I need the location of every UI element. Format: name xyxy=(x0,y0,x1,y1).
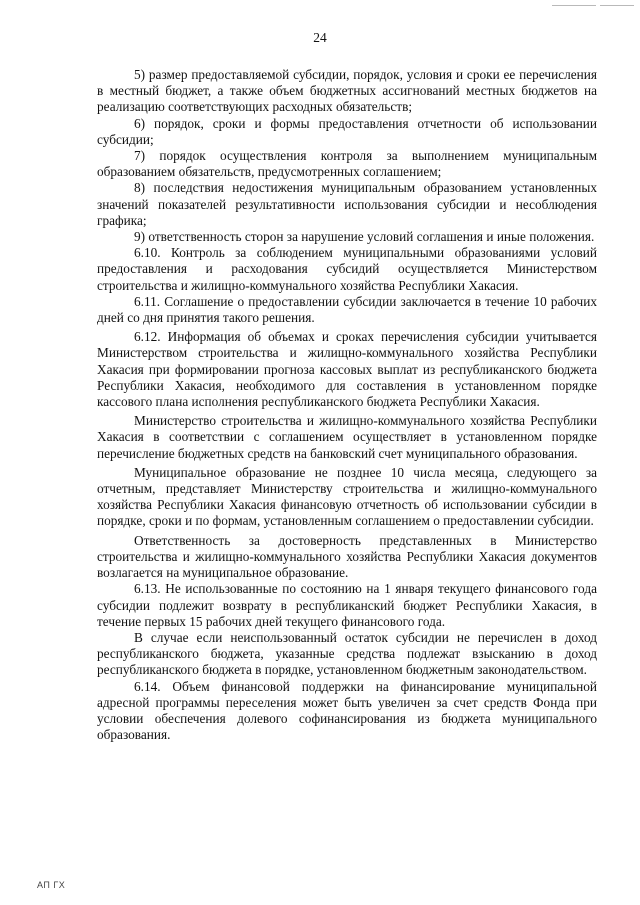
page-number: 24 xyxy=(313,30,327,45)
document-body xyxy=(97,67,597,743)
paragraph-6-13: 6.13. Не использованные по состоянию на 1 января текущего финансового года субсидии подлежит возврату в республиканский бюджет Республики Хакасия, в течение первых 15 рабочих дней текущего финансового года. xyxy=(97,581,597,629)
paragraph-6-14: 6.14. Объем финансовой поддержки на финансирование муниципальной адресной программы переселения может быть увеличен за счет средств Фонда при условии обеспечения долевого софинансирования из бюджета муниципального образования. xyxy=(97,678,597,743)
paragraph-item-5: 5) размер предоставляемой субсидии, порядок, условия и сроки ее перечисления в местный бюджет, а также объем бюджетных ассигнований местных бюджетов на реализацию соответствующих расходных обязательств; xyxy=(97,67,597,115)
paragraph-6-11: 6.11. Соглашение о предоставлении субсидии заключается в течение 10 рабочих дней со дня принятия такого решения. xyxy=(97,293,597,326)
paragraph-6-12: 6.12. Информация об объемах и сроках перечисления субсидии учитывается Министерством строительства и жилищно-коммунального хозяйства Республики Хакасия при формировании прогноза кассовых выплат из республиканского бюджета Республики Хакасия, необходимого для составления в установленном порядке кассового плана исполнения республиканского бюджета Республики Хакасия. xyxy=(97,329,597,410)
paragraph-responsibility: Ответственность за достоверность представленных в Министерство строительства и жилищно-коммунального хозяйства Республики Хакасия документов возлагается на муниципальное образование. xyxy=(97,532,597,581)
paragraph-item-8: 8) последствия недостижения муниципальным образованием установленных значений показателей результативности использования субсидии и несоблюдения графика; xyxy=(97,180,597,228)
paragraph-item-7: 7) порядок осуществления контроля за выполнением муниципальным образованием обязательств, предусмотренных соглашением; xyxy=(97,148,597,180)
paragraph-ministry-transfer: Министерство строительства и жилищно-коммунального хозяйства Республики Хакасия в соответствии с соглашением осуществляет в установленном порядке перечисление бюджетных средств на банковский счет муниципального образования. xyxy=(97,413,597,461)
scan-artifact-line xyxy=(600,5,634,6)
footer-mark: АП ГХ xyxy=(37,880,66,890)
paragraph-6-10: 6.10. Контроль за соблюдением муниципальными образованиями условий предоставления и расходования субсидий осуществляется Министерством строительства и жилищно-коммунального хозяйства Республики Хакасия. xyxy=(97,245,597,293)
paragraph-item-6: 6) порядок, сроки и формы предоставления отчетности об использовании субсидии; xyxy=(97,115,597,147)
paragraph-recovery: В случае если неиспользованный остаток субсидии не перечислен в доход республиканского бюджета, указанные средства подлежат взысканию в доход республиканского бюджета в порядке, установленном бюджетным законодательством. xyxy=(97,629,597,678)
scan-artifact-line xyxy=(552,5,596,6)
paragraph-item-9: 9) ответственность сторон за нарушение условий соглашения и иные положения. xyxy=(134,229,595,245)
paragraph-municipal-reporting: Муниципальное образование не позднее 10 числа месяца, следующего за отчетным, представляет Министерству строительства и жилищно-коммунального хозяйства Республики Хакасия финансовую отчетность об использовании субсидии в порядке, сроки и по формам, установленным соглашением о предоставлении субсидии. xyxy=(97,464,597,529)
